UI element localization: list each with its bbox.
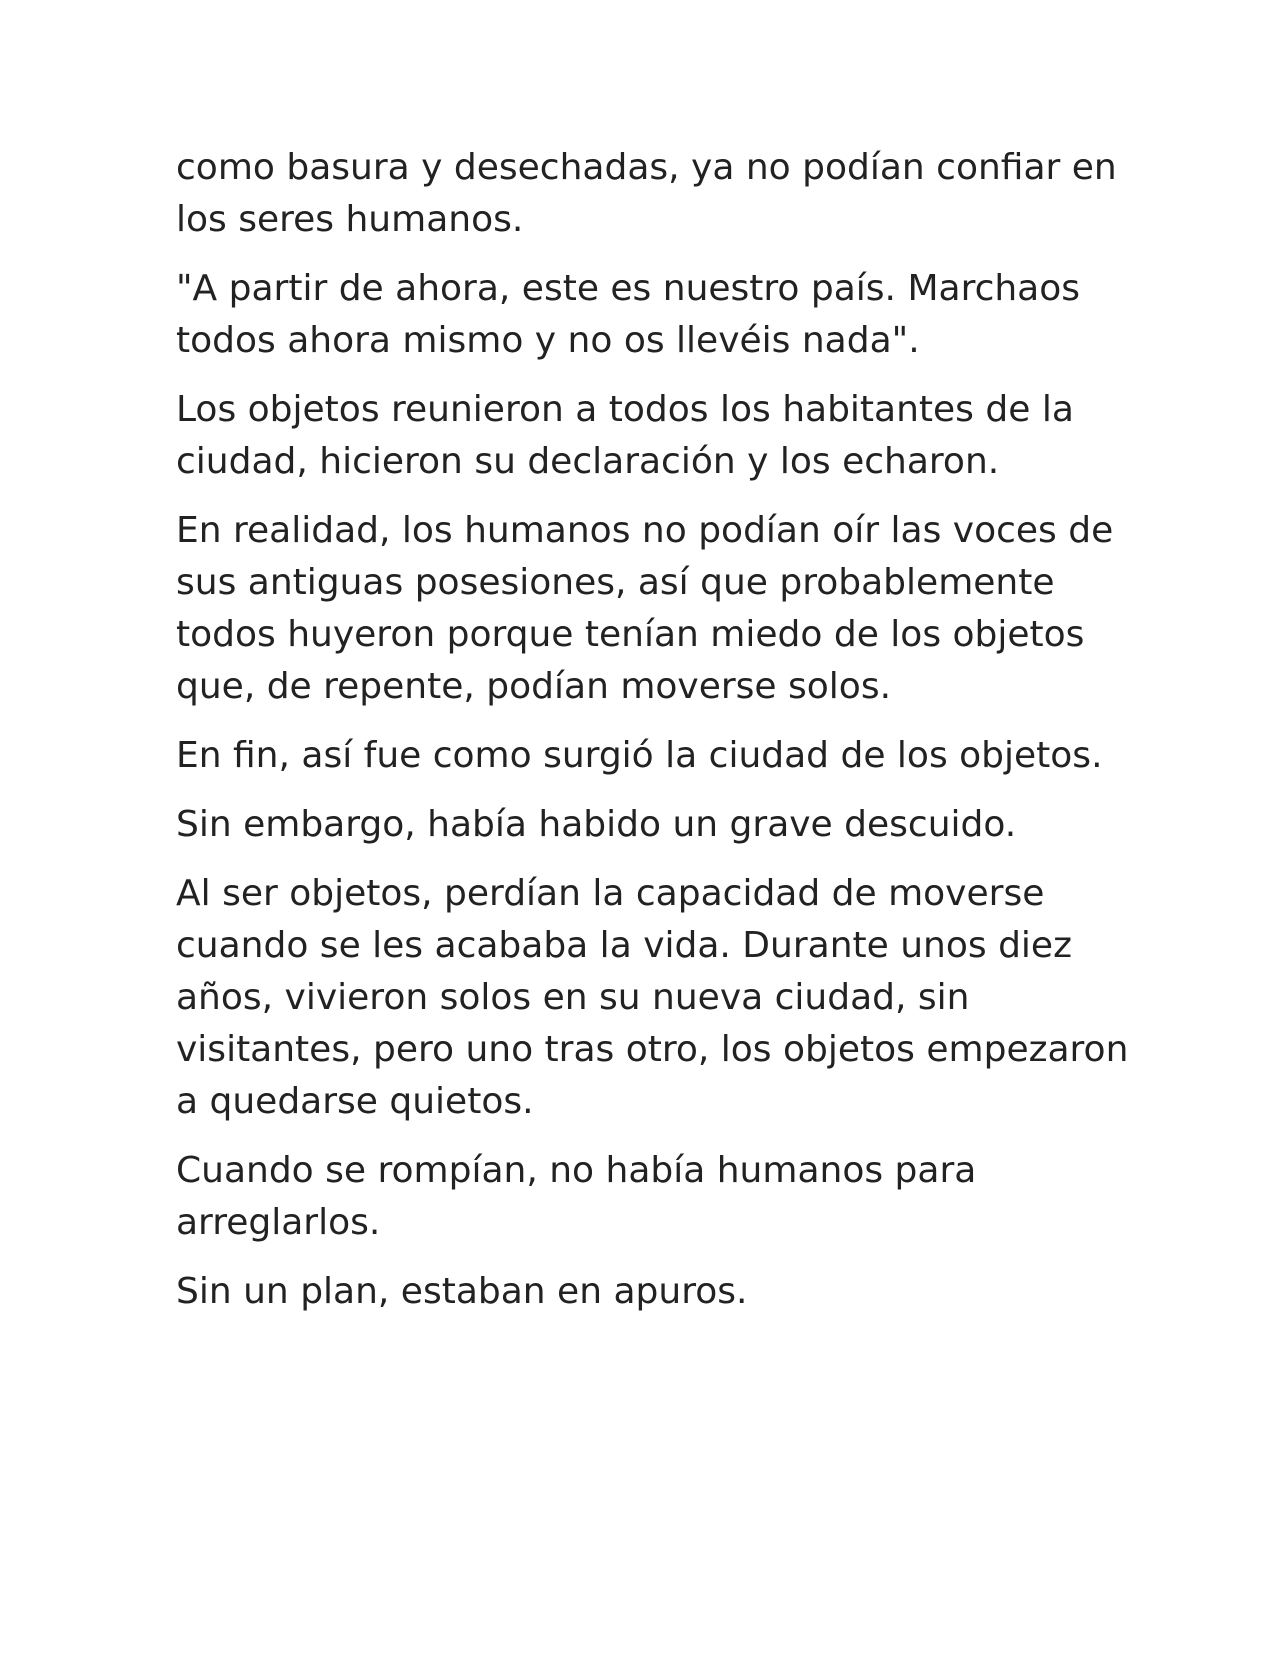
paragraph-1: como basura y desechadas, ya no podían confiar en los seres humanos.	[176, 147, 1117, 240]
paragraph-9: Sin un plan, estaban en apuros.	[176, 1271, 748, 1312]
paragraph-2: "A partir de ahora, este es nuestro país. Marchaos todos ahora mismo y no os llevéis nada".	[176, 268, 1081, 361]
paragraph-4: En realidad, los humanos no podían oír las voces de sus antiguas posesiones, así que probablemente todos huyeron porque tenían miedo de los objetos que, de repente, podían moverse solos.	[176, 510, 1114, 707]
paragraph-8: Cuando se rompían, no había humanos para arreglarlos.	[176, 1150, 977, 1243]
paragraph-5: En fin, así fue como surgió la ciudad de los objetos.	[176, 735, 1103, 776]
paragraph-7: Al ser objetos, perdían la capacidad de moverse cuando se les acababa la vida. Durante unos diez años, vivieron solos en su nueva ciudad, sin visitantes, pero uno tras otro, los objetos empezaron a quedarse quietos.	[176, 873, 1129, 1122]
document-body	[176, 142, 1136, 1335]
paragraph-3: Los objetos reunieron a todos los habitantes de la ciudad, hicieron su declaración y los echaron.	[176, 389, 1074, 482]
paragraph-6: Sin embargo, había habido un grave descuido.	[176, 804, 1017, 845]
